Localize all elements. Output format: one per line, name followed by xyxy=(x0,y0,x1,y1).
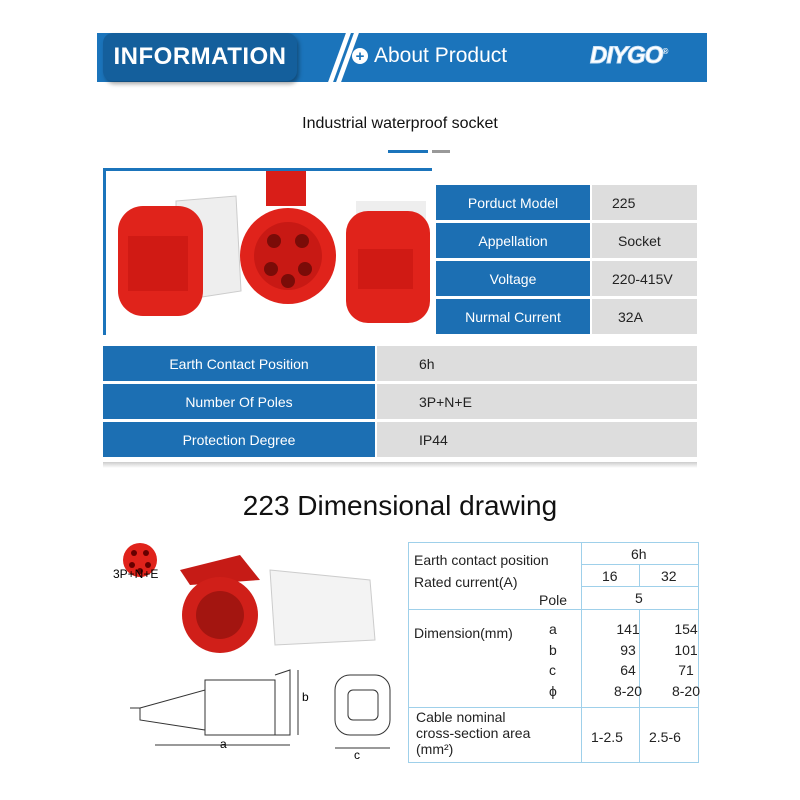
dim-key: a xyxy=(549,621,557,637)
front-view-drawing xyxy=(335,675,390,748)
spec-label: Porduct Model xyxy=(436,185,590,220)
accent-line xyxy=(432,150,450,153)
brand-logo xyxy=(590,42,667,70)
spec-label: Protection Degree xyxy=(103,422,375,457)
spec-row xyxy=(103,384,697,419)
dim-key: c xyxy=(549,662,556,678)
spec-value: 225 xyxy=(592,185,697,220)
dim-value: 8-20 xyxy=(671,682,701,699)
about-label: About Product xyxy=(374,44,508,67)
about-product xyxy=(352,44,507,68)
spec-value: Socket xyxy=(592,223,697,258)
spec-row xyxy=(436,261,697,296)
spec-row xyxy=(436,223,697,258)
cable-value: 2.5-6 xyxy=(649,729,681,745)
information-tab: INFORMATION xyxy=(103,33,297,81)
plus-circle-icon: + xyxy=(352,48,368,64)
dim-key: ϕ xyxy=(549,682,557,699)
dim-label-a: a xyxy=(220,737,227,751)
dimension-rows xyxy=(549,619,715,701)
spec-value: 220-415V xyxy=(592,261,697,296)
registered-mark: ® xyxy=(662,47,668,56)
spec-row xyxy=(436,185,697,220)
dim-value: 101 xyxy=(674,641,698,658)
dimension-label: Dimension(mm) xyxy=(414,625,513,641)
spec-label: Appellation xyxy=(436,223,590,258)
spec-value: IP44 xyxy=(377,422,697,457)
socket-side-image xyxy=(118,196,241,316)
spec-row xyxy=(103,346,697,381)
spec-label: Voltage xyxy=(436,261,590,296)
spec-value: 3P+N+E xyxy=(377,384,697,419)
pin-label: 3P+N+E xyxy=(113,567,159,581)
socket-front-image xyxy=(240,171,336,304)
product-subtitle: Industrial waterproof socket xyxy=(302,115,498,132)
dim-value: 141 xyxy=(616,621,640,637)
product-photo xyxy=(103,168,432,335)
spec-label: Nurmal Current xyxy=(436,299,590,334)
dim-label-b: b xyxy=(302,690,309,704)
rated-label: Rated current(A) xyxy=(414,574,518,590)
spec-table-wide xyxy=(103,346,697,460)
cable-label: (mm²) xyxy=(416,741,454,757)
earth-label: Earth contact position xyxy=(414,552,549,568)
side-view-drawing xyxy=(130,670,298,745)
spec-label: Earth Contact Position xyxy=(103,346,375,381)
spec-value: 6h xyxy=(377,346,697,381)
dim-value: 71 xyxy=(678,662,694,678)
dim-key: b xyxy=(549,641,557,658)
pole-value: 5 xyxy=(635,590,643,606)
dim-value: 154 xyxy=(674,621,698,637)
cable-label: cross-section area xyxy=(416,725,531,741)
cable-value: 1-2.5 xyxy=(591,729,623,745)
spec-value: 32A xyxy=(592,299,697,334)
socket-back-image xyxy=(346,201,430,323)
socket-3d-image xyxy=(180,555,375,653)
rated-32: 32 xyxy=(661,568,677,584)
spec-row xyxy=(103,422,697,457)
earth-value: 6h xyxy=(631,546,647,562)
brand-name: DIYGO xyxy=(590,42,663,69)
spec-table-small xyxy=(436,185,697,337)
accent-line xyxy=(388,150,428,153)
dim-value: 93 xyxy=(620,641,636,658)
shadow-divider xyxy=(103,462,697,468)
dimension-table xyxy=(408,542,699,763)
pole-label: Pole xyxy=(539,592,568,608)
dim-value: 8-20 xyxy=(613,682,643,699)
dim-label-c: c xyxy=(354,748,360,762)
cable-label: Cable nominal xyxy=(416,709,506,725)
rated-16: 16 xyxy=(602,568,618,584)
dim-value: 64 xyxy=(620,662,636,678)
drawing-title: 223 Dimensional drawing xyxy=(242,490,558,521)
spec-row xyxy=(436,299,697,334)
spec-label: Number Of Poles xyxy=(103,384,375,419)
